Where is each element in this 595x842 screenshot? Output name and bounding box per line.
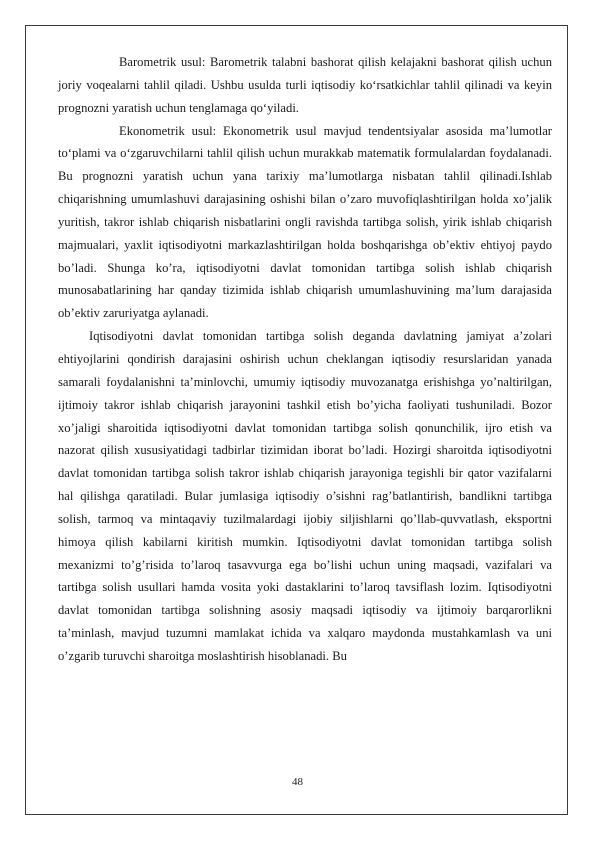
paragraph-state-regulation: Iqtisodiyotni davlat tomonidan tartibga solish deganda davlatning jamiyat a’zolari ehtiyojlarini qondirish darajasini oshirish uchun cheklangan iqtisodiy resurslaridan yanada samarali foydalanishni ta’minlovchi, umumiy iqtisodiy muvozanatga erishishga yo’naltirilgan, ijtimoiy takror ishlab chiqarish jarayonini tashkil etish bo’yicha faoliyati tushuniladi. Bozor xo’jaligi sharoitida iqtisodiyotni davlat tomonidan tartibga solish qonunchilik, ijro etish va nazorat qilish xususiyatidagi tadbirlar tizimidan iborat bo’ladi. Hozirgi sharoitda iqtisodiyotni davlat tomonidan tartibga solish takror ishlab chiqarish jarayoniga tegishli bir qator vazifalarni hal qilishga qaratiladi. Bular jumlasiga iqtisodiy o’sishni rag’batlantirish, bandlikni tartibga solish, tarmoq va mintaqaviy tuzilmalardagi ijobiy siljishlarni qo’llab-quvvatlash, eksportni himoya qilish kabilarni kiritish mumkin. Iqtisodiyotni davlat tomonidan tartibga solish mexanizmi to’g’risida to’laroq tasavvurga ega bo’lishi uchun uning maqsadi, vazifalari va tartibga solish usullari hamda vosita yoki dastaklarini to’laroq tavsiflash lozim. Iqtisodiyotni davlat tomonidan tartibga solishning asosiy maqsadi iqtisodiy va ijtimoiy barqarorlikni ta’minlash, mavjud tuzumni mamlakat ichida va xalqaro maydonda mustahkamlash va uni o’zgarib turuvchi sharoitga moslashtirish hisoblanadi. Bu	[58, 329, 552, 663]
document-body	[58, 51, 552, 668]
paragraph-econometric-method: Ekonometrik usul: Ekonometrik usul mavjud tendentsiyalar asosida ma’lumotlar to‘plami va o‘zgaruvchilarni tahlil qilish uchun murakkab matematik formulalardan foydalanadi. Bu prognozni yaratish uchun yana tarixiy ma’lumotlarga nisbatan tahlil qilinadi.Ishlab chiqarishning umumlashuvi darajasining oshishi bilan o’zaro muvofiqlashtirilgan holda xo’jalik yuritish, takror ishlab chiqarish nisbatlarini ongli ravishda tartibga solish, yirik ishlab chiqarish majmualari, yaxlit iqtisodiyotni markazlashtirilgan holda boshqarishga ob’ektiv ehtiyoj paydo bo’ladi. Shunga ko’ra, iqtisodiyotni davlat tomonidan tartibga solish ishlab chiqarish munosabatlarining har qanday tizimida ishlab chiqarish umumlashuvining ma’lum darajasida ob’ektiv zaruriyatga aylanadi.	[58, 123, 552, 321]
page-number: 48	[292, 776, 303, 788]
paragraph-barometric-method: Barometrik usul: Barometrik talabni bashorat qilish kelajakni bashorat qilish uchun joriy voqealarni tahlil qiladi. Ushbu usulda turli iqtisodiy ko‘rsatkichlar tahlil qilinadi va keyin prognozni yaratish uchun tenglamaga qo‘yiladi.	[58, 55, 552, 115]
